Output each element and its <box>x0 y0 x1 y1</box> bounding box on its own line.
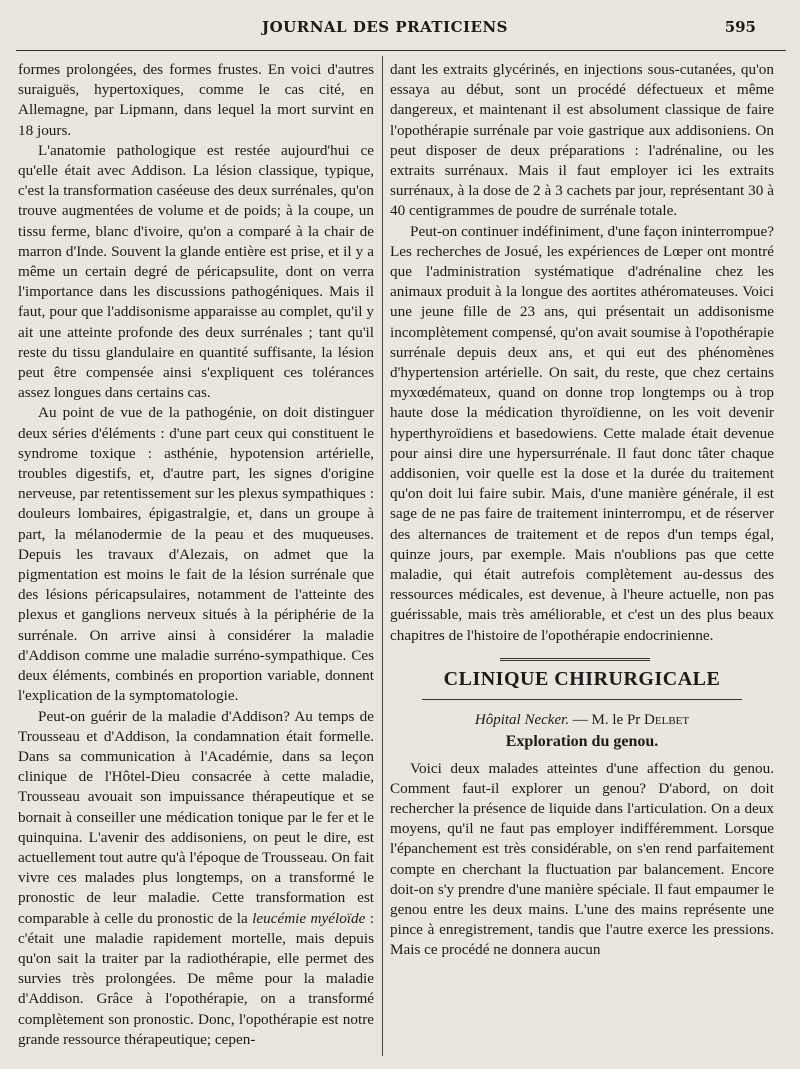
paragraph: L'anatomie pathologique est restée aujourd'hui ce qu'elle était avec Addison. La lésion classique, typique, c'est la transformation caséeuse des deux surrénales, qu'on trouve augmentées de volume et de poids; à la coupe, un tissu ferme, blanc d'ivoire, qu'on a comparé à la chair de marron d'Inde. Souvent la glande entière est prise, et il y a même un certain degré de péricapsulite, dont on verra l'importance dans les discussions pathogéniques. Mais il faut, pour que l'addisonisme apparaisse au complet, qu'il y ait une atteinte profonde des deux surrénales ; tant qu'il reste du tissu glandulaire en quantité suffisante, la lésion peut être compensée ainsi s'expliquent ces tolérances assez longues dans certains cas. <box>18 141 374 402</box>
paragraph: Peut-on continuer indéfiniment, d'une façon ininterrompue? Les recherches de Josué, les expériences de Lœper ont montré que l'administration systématique d'adrénaline chez les animaux produit à la longue des aortites athéromateuses. Voici une jeune fille de 23 ans, qui présentait un addisonisme incomplètement compensé, qu'on avait soumise à l'opothérapie surrénale depuis deux ans, et qui eut des phénomènes d'hypertension artérielle. On sait, du reste, que chez certains myxœdémateux, quand on donne trop longtemps ou à trop haute dose la médication thyroïdienne, on les voit devenir hyperthyroïdiens et basedowiens. Cette malade était devenue pour ainsi dire une hypersurrénale. Il faut donc tâter chaque addisonien, voir quelle est la dose et la durée du traitement qu'on doit lui faire subir. Mais, d'une manière générale, il est sage de ne pas faire de traitement ininterrompu, et de réserver des alternances de traitement et de repos d'un temps égal, quinze jours, par exemple. Mais n'oublions pas que cette maladie, qui était autrefois complètement au-dessus des ressources médicales, est devenue, à l'heure actuelle, non pas guérissable, mais très améliorable, et c'est un des plus beaux chapitres de l'histoire de l'opothérapie endocrinienne. <box>390 222 774 644</box>
page-header <box>0 18 800 42</box>
column-divider <box>382 56 383 1056</box>
author-prefix: — M. le Pr <box>572 712 641 729</box>
right-column <box>390 60 774 961</box>
paragraph <box>18 707 374 1050</box>
paragraph: dant les extraits glycérinés, en injections sous-cutanées, qu'on essaya au début, sont un procédé défectueux et même dangereux, et maintenant il est absolument classique de faire l'opothérapie surrénale par voie gastrique aux addisoniens. On peut disposer de deux préparations : l'adrénaline, ou les extraits surrénaux. Mais il faut employer ici les extraits surrénaux, à la dose de 2 à 3 cachets par jour, représentant 30 à 40 centigrammes de poudre de surrénale totale. <box>390 61 774 220</box>
page-number: 595 <box>724 18 756 36</box>
paragraph: formes prolongées, des formes frustes. En voici d'autres suraiguës, hypertoxiques, comme le cas cité, en Allemagne, par Lipmann, dans lequel la mort survint en 18 jours. <box>18 61 374 139</box>
article-title: Exploration du genou. <box>505 733 659 751</box>
hospital-name: Hôpital Necker. <box>474 712 570 729</box>
section-title: CLINIQUE CHIRURGICALE <box>443 667 721 690</box>
text-run: : c'était une maladie rapidement mortelle, mais depuis qu'on sait la traiter par la radiothérapie, elle permet des survies très prolongées. De même pour la maladie d'Addison. Grâce à l'opothérapie, on a transformé complètement son pronostic. Donc, l'opothérapie est notre grande ressource thérapeutique; cepen- <box>18 909 375 1048</box>
header-rule <box>16 50 786 51</box>
text-run: Peut-on guérir de la maladie d'Addison? Au temps de Trousseau et d'Addison, la condamnation était formelle. Dans sa communication à l'Académie, dans sa leçon clinique de l'Hôtel-Dieu consacrée à cette maladie, Trousseau avouait son impuissance thérapeutique et se bornait à conseiller une médication tonique par le fer et le quinquina. L'avenir des addisoniens, on peut le dire, est actuellement tout autre qu'à l'époque de Trousseau. On fait vivre ces malades plus longtemps, on a transformé le pronostic de leur maladie. Cette transformation est comparable à celle du pronostic de la <box>18 707 374 927</box>
hospital-line <box>390 710 774 730</box>
italic-term: leucémie myéloïde <box>252 909 366 927</box>
paragraph: Au point de vue de la pathogénie, on doit distinguer deux séries d'éléments : d'une part ceux qui constituent le syndrome toxique : asthénie, hypotension artérielle, troubles digestifs, et, d'autre part, les signes d'origine nerveuse, par retentissement sur les plexus sympathiques : douleurs lombaires, épigastralgie, et, dans un groupe à part, la mélanodermie de la peau et des muqueuses. Depuis les travaux d'Alezais, on admet que la pigmentation est moins le fait de la lésion surrénale que des lésions péricapsulaires, notamment de l'atteinte des plexus et ganglions nerveux situés à la périphérie de la surrénale. On arrive ainsi à considérer la maladie d'Addison comme une maladie surréno-sympathique. Ces deux éléments, combinés en proportion variable, donnent l'explication de la symptomatologie. <box>18 404 374 705</box>
paragraph: Voici deux malades atteintes d'une affection du genou. Comment faut-il explorer un genou? D'abord, on doit rechercher la présence de liquide dans l'articulation. On a deux moyens, qu'il ne faut pas employer indifféremment. Lorsque l'épanchement est très considérable, on s'en rend parfaitement compte en cherchant la fluctuation par balancement. Encore doit-on s'y prendre d'une manière spéciale. Il faut empaumer le genou entre les deux mains. L'une des mains représente une pince à enregistrement, tandis que l'autre exerce les pressions. Mais ce procédé ne donnera aucun <box>390 759 774 959</box>
section-separator <box>500 658 650 663</box>
section-rule <box>422 699 742 700</box>
author-name: Delbet <box>644 712 690 729</box>
left-column <box>18 60 374 1050</box>
journal-title: JOURNAL DES PRATICIENS <box>262 18 508 36</box>
